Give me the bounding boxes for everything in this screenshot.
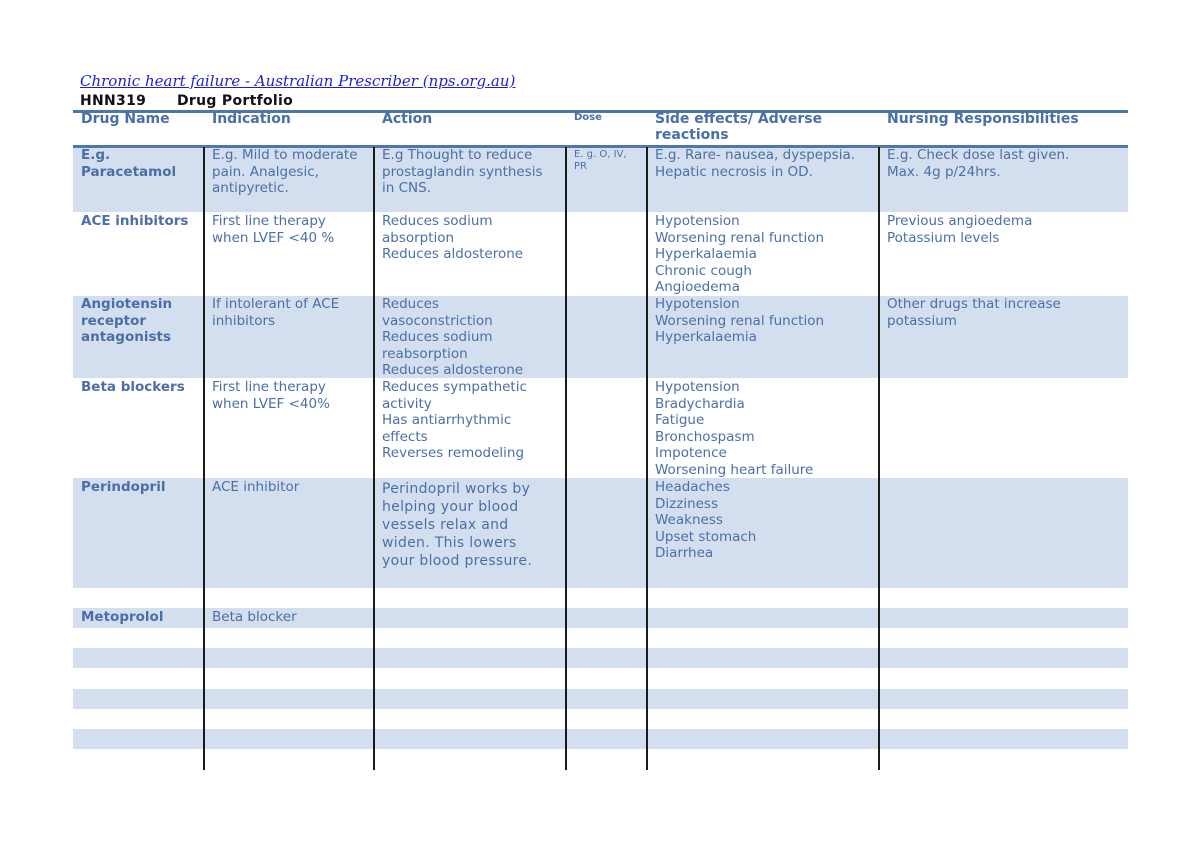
cell-side-effects: Hypotension Worsening renal function Hyperkalaemia xyxy=(655,296,825,345)
header-indication: Indication xyxy=(212,111,291,127)
header-side-effects: Side effects/ Adverse reactions xyxy=(655,111,823,143)
cell-action: E.g Thought to reduce prostaglandin synthesis in CNS. xyxy=(382,147,543,196)
source-link[interactable]: Chronic heart failure - Australian Prescriber (nps.org.au) xyxy=(80,72,516,90)
column-divider xyxy=(373,147,375,770)
cell-drug-name: ACE inhibitors xyxy=(81,213,189,229)
cell-indication: Beta blocker xyxy=(212,609,297,625)
cell-indication: First line therapy when LVEF <40 % xyxy=(212,213,335,246)
cell-side-effects: Hypotension Worsening renal function Hyperkalaemia Chronic cough Angioedema xyxy=(655,213,825,295)
cell-indication: If intolerant of ACE inhibitors xyxy=(212,296,340,329)
header-dose: Dose xyxy=(574,112,602,123)
cell-indication: E.g. Mild to moderate pain. Analgesic, antipyretic. xyxy=(212,147,358,196)
cell-action: Reduces sympathetic activity Has antiarrhythmic effects Reverses remodeling xyxy=(382,379,527,461)
cell-nursing: Other drugs that increase potassium xyxy=(887,296,1061,329)
column-divider xyxy=(203,147,205,770)
header-nursing: Nursing Responsibilities xyxy=(887,111,1079,127)
table-row xyxy=(73,648,1128,668)
column-divider xyxy=(878,147,880,770)
course-code: HNN319 xyxy=(80,93,147,109)
cell-drug-name: E.g. Paracetamol xyxy=(81,147,177,180)
cell-indication: First line therapy when LVEF <40% xyxy=(212,379,330,412)
cell-side-effects: Hypotension Bradychardia Fatigue Bronchospasm Impotence Worsening heart failure xyxy=(655,379,814,478)
cell-drug-name: Perindopril xyxy=(81,479,166,495)
cell-action: Reduces sodium absorption Reduces aldosterone xyxy=(382,213,524,262)
header-drug-name: Drug Name xyxy=(81,111,170,127)
column-divider xyxy=(565,147,567,770)
cell-nursing: Previous angioedema Potassium levels xyxy=(887,213,1033,246)
table-row xyxy=(73,729,1128,749)
portfolio-heading xyxy=(80,93,293,109)
portfolio-title: Drug Portfolio xyxy=(177,93,293,109)
column-divider xyxy=(646,147,648,770)
cell-action: Reduces vasoconstriction Reduces sodium reabsorption Reduces aldosterone xyxy=(382,296,524,378)
cell-drug-name: Beta blockers xyxy=(81,379,185,395)
cell-indication: ACE inhibitor xyxy=(212,479,300,495)
cell-nursing: E.g. Check dose last given. Max. 4g p/24hrs. xyxy=(887,147,1070,180)
cell-action: Perindopril works by helping your blood vessels relax and widen. This lowers your blood pressure. xyxy=(382,481,533,569)
cell-drug-name: Metoprolol xyxy=(81,609,164,625)
table-row xyxy=(73,689,1128,709)
cell-dose: E. g. O, IV, PR xyxy=(574,149,627,172)
cell-drug-name: Angiotensin receptor antagonists xyxy=(81,296,173,345)
cell-side-effects: E.g. Rare- nausea, dyspepsia. Hepatic necrosis in OD. xyxy=(655,147,856,180)
cell-side-effects: Headaches Dizziness Weakness Upset stomach Diarrhea xyxy=(655,479,757,561)
header-action: Action xyxy=(382,111,433,127)
